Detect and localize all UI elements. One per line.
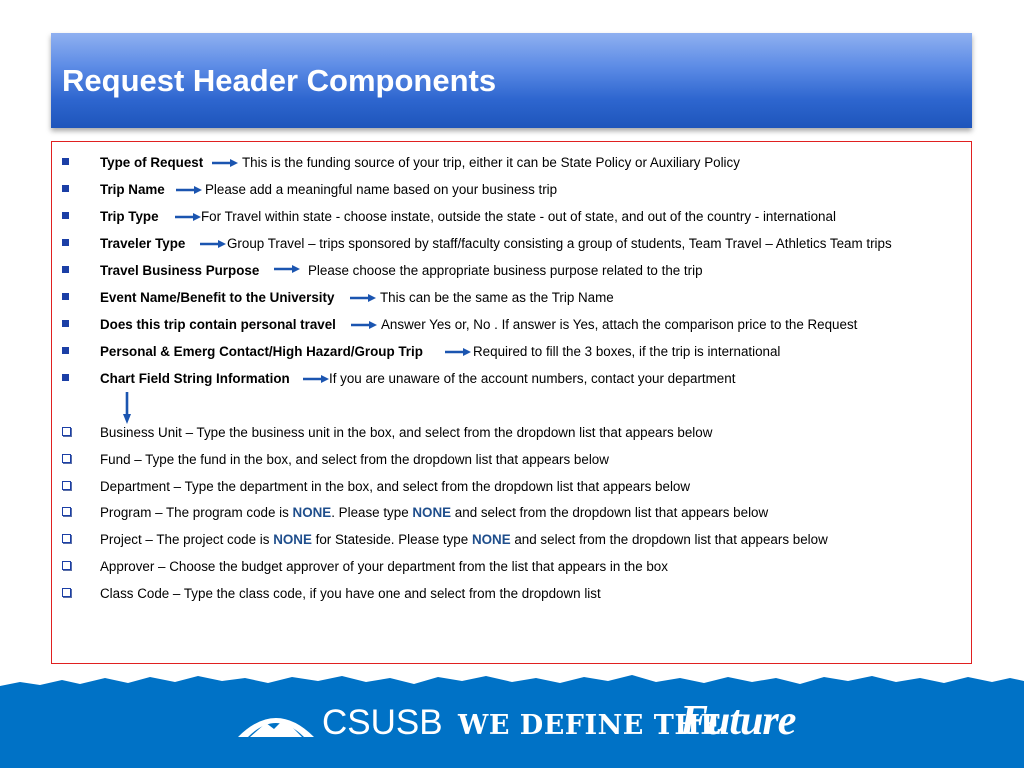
subitem-project-text: and select from the dropdown list that appears below — [510, 532, 828, 547]
square-bullet-icon — [62, 212, 69, 219]
square-bullet-icon — [62, 158, 69, 165]
list-item — [52, 371, 971, 391]
square-bullet-icon — [62, 320, 69, 327]
list-item — [52, 344, 971, 364]
item-description: This is the funding source of your trip, either it can be State Policy or Auxiliary Policy — [242, 155, 740, 170]
list-item — [52, 209, 971, 229]
down-arrow-icon — [122, 392, 132, 424]
subitem-fund: Fund – Type the fund in the box, and select from the dropdown list that appears below — [100, 452, 609, 467]
checkbox-bullet-icon — [62, 534, 71, 543]
item-description: Answer Yes or, No . If answer is Yes, attach the comparison price to the Request — [381, 317, 858, 332]
item-label: Personal & Emerg Contact/High Hazard/Group Trip — [100, 344, 423, 359]
subitem-program-text: . Please type — [331, 505, 413, 520]
title-banner — [51, 33, 972, 128]
item-label: Travel Business Purpose — [100, 263, 260, 278]
square-bullet-icon — [62, 185, 69, 192]
item-description: Please choose the appropriate business purpose related to the trip — [308, 263, 703, 278]
list-item — [52, 317, 971, 337]
subitem-project — [100, 532, 828, 547]
checkbox-bullet-icon — [62, 427, 71, 436]
square-bullet-icon — [62, 374, 69, 381]
item-label: Type of Request — [100, 155, 204, 170]
subitem-program — [100, 505, 768, 520]
project-code-highlight: NONE — [273, 532, 312, 547]
right-arrow-icon — [200, 239, 226, 249]
list-item — [52, 586, 971, 606]
list-item — [52, 182, 971, 202]
subitem-department: Department – Type the department in the box, and select from the dropdown list that appears below — [100, 479, 691, 494]
item-description: Please add a meaningful name based on your business trip — [205, 182, 558, 197]
checkbox-bullet-icon — [62, 561, 71, 570]
subitem-approver: Approver – Choose the budget approver of your department from the list that appears in the box — [100, 559, 668, 574]
right-arrow-icon — [350, 293, 376, 303]
checkbox-bullet-icon — [62, 588, 71, 597]
list-item — [52, 505, 971, 525]
item-description: This can be the same as the Trip Name — [380, 290, 614, 305]
content-box — [51, 141, 972, 664]
list-item — [52, 236, 971, 256]
checkbox-bullet-icon — [62, 481, 71, 490]
item-description: Group Travel – trips sponsored by staff/faculty consisting a group of students, Team Travel – Athletics Team trips — [227, 236, 892, 251]
right-arrow-icon — [274, 264, 300, 274]
list-item — [52, 532, 971, 552]
right-arrow-icon — [212, 158, 238, 168]
right-arrow-icon — [303, 374, 329, 384]
square-bullet-icon — [62, 293, 69, 300]
list-item — [52, 452, 971, 472]
program-code-highlight: NONE — [412, 505, 452, 520]
list-item — [52, 425, 971, 445]
item-description: If you are unaware of the account numbers, contact your department — [329, 371, 736, 386]
subitem-business-unit: Business Unit – Type the business unit in the box, and select from the dropdown list that appears below — [100, 425, 713, 440]
list-item — [52, 155, 971, 175]
subitem-class-code: Class Code – Type the class code, if you have one and select from the dropdown list — [100, 586, 601, 601]
subitem-program-text: and select from the dropdown list that appears below — [451, 505, 769, 520]
item-label: Trip Name — [100, 182, 165, 197]
right-arrow-icon — [445, 347, 471, 357]
item-description: For Travel within state - choose instate, outside the state - out of state, and out of the country - international — [201, 209, 836, 224]
subitem-project-text: for Stateside. Please type — [311, 532, 472, 547]
csusb-mountain-logo-icon — [236, 705, 316, 739]
item-description: Required to fill the 3 boxes, if the trip is international — [473, 344, 781, 359]
item-label: Traveler Type — [100, 236, 186, 251]
right-arrow-icon — [175, 212, 201, 222]
square-bullet-icon — [62, 239, 69, 246]
subitem-program-text: Program – The program code is — [100, 505, 293, 520]
item-label: Event Name/Benefit to the University — [100, 290, 335, 305]
right-arrow-icon — [351, 320, 377, 330]
list-item — [52, 559, 971, 579]
square-bullet-icon — [62, 347, 69, 354]
checkbox-bullet-icon — [62, 454, 71, 463]
page-title: Request Header Components — [62, 63, 497, 98]
checkbox-bullet-icon — [62, 507, 71, 516]
program-code-highlight: NONE — [292, 505, 332, 520]
list-item — [52, 479, 971, 499]
csusb-logo-text: CSUSB — [322, 703, 443, 742]
right-arrow-icon — [176, 185, 202, 195]
item-label: Chart Field String Information — [100, 371, 290, 386]
item-label: Trip Type — [100, 209, 159, 224]
project-code-highlight: NONE — [471, 532, 511, 547]
tagline: WE DEFINE THE — [458, 710, 722, 741]
subitem-project-text: Project – The project code is — [100, 532, 274, 547]
list-item — [52, 290, 971, 310]
tagline-script: Future — [680, 698, 796, 744]
item-label: Does this trip contain personal travel — [100, 317, 336, 332]
list-item — [52, 263, 971, 283]
square-bullet-icon — [62, 266, 69, 273]
